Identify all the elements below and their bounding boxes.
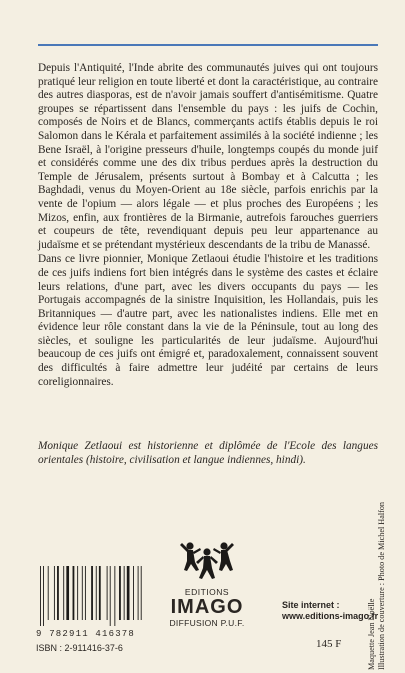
- website-url[interactable]: www.editions-imago.fr: [282, 611, 379, 621]
- barcode-bar: [96, 566, 97, 620]
- publisher-name: IMAGO: [170, 596, 244, 618]
- barcode-bar: [110, 566, 111, 626]
- barcode-bar: [85, 566, 86, 620]
- barcode-bar: [138, 566, 139, 620]
- blurb-text: [38, 62, 378, 389]
- design-credit: Maquette Jean Noëlle: [367, 598, 376, 670]
- distributor-label: DIFFUSION P.U.F.: [169, 618, 245, 628]
- barcode-bar: [48, 566, 49, 620]
- website-label: Site internet :: [282, 600, 340, 610]
- barcode-digits: 9 782911 416378: [36, 629, 136, 639]
- barcode-bar: [82, 566, 83, 620]
- barcode-bar: [141, 566, 142, 620]
- barcode-bar: [91, 566, 93, 620]
- barcode-bar: [107, 566, 108, 620]
- barcode-bars: [36, 566, 146, 628]
- barcode-bar: [43, 566, 44, 626]
- blurb-paragraph-1: Depuis l'Antiquité, l'Inde abrite des communautés juives qui ont toujours pratiqué leur religion en toute liberté et dont la caractéristique, au contraire des autres diasporas, est de n'avoir jamais souffert d'antisémitisme. Quatre groupes se répartissent dans l'ensemble du pays : les juifs de Cochin, composés de Noirs et de Blancs, commerçants actifs établis depuis le roi Salomon dans le Kérala et parfaitement assimilés à la société indienne ; les Bene Israël, à l'origine presseurs d'huile, longtemps coupés du monde juif et considérés comme une des dix tribus perdues après la destruction du Temple de Jérusalem, présents surtout à Bombay et à Calcutta ; les Baghdadi, venus du Moyen-Orient au 18e siècle, parfois enrichis par la vente de l'opium — alors légale — et plus proches des Européens ; les Mizos, enfin, aux frontières de la Birmanie, autrefois farouches guerriers et coupeurs de tête, revendiquant depuis peu leur appartenance au judaïsme et se prétendant mystérieux descendants de la tribu de Manassé.: [38, 62, 378, 251]
- barcode-bar: [63, 566, 64, 620]
- barcode-bar: [133, 566, 134, 620]
- barcode-bar: [77, 566, 78, 620]
- price: 145 F: [316, 638, 342, 650]
- barcode-bar: [40, 566, 41, 626]
- barcode-bar: [73, 566, 75, 620]
- side-credits: [367, 500, 387, 670]
- barcode-bar: [124, 566, 125, 620]
- publisher-label: EDITIONS: [184, 587, 230, 597]
- barcode-bar: [66, 566, 69, 620]
- isbn: ISBN : 2-911416-37-6: [36, 643, 123, 653]
- barcode-bar: [99, 566, 101, 620]
- author-note: Monique Zetlaoui est historienne et diplômée de l'Ecole des langues orientales (histoire, civilisation et langue indiennes, hindi).: [38, 440, 378, 466]
- barcode-bar: [57, 566, 59, 620]
- top-rule: [38, 44, 378, 46]
- cover-credit: Illustration de couverture : Photo de Michel Halfon: [377, 501, 386, 670]
- publisher-logo: [164, 540, 250, 628]
- dancing-figures-icon: [178, 540, 236, 584]
- barcode-bar: [114, 566, 115, 626]
- barcode-bar: [119, 566, 121, 620]
- website-block: [282, 600, 378, 622]
- blurb-paragraph-2: Dans ce livre pionnier, Monique Zetlaoui étudie l'histoire et les traditions de ces juifs indiens fort bien intégrés dans le système des castes et éclaire leurs relations, d'une part, avec les divers occupants du pays — les Portugais accompagnés de la sinistre Inquisition, les Hollandais, puis les Britanniques — d'autre part, avec les nationalistes indiens. Elle met en évidence leur rôle constant dans la vie de la Péninsule, tout au long des siècles, et souligne les particularités de leur judaïsme. Aujourd'hui beaucoup de ces juifs ont émigré et, paradoxalement, connaissent souvent des difficultés à faire admettre leur judéité par certains de leurs coreligionnaires.: [38, 253, 378, 388]
- barcode-bar: [127, 566, 130, 620]
- barcode-bar: [54, 566, 55, 620]
